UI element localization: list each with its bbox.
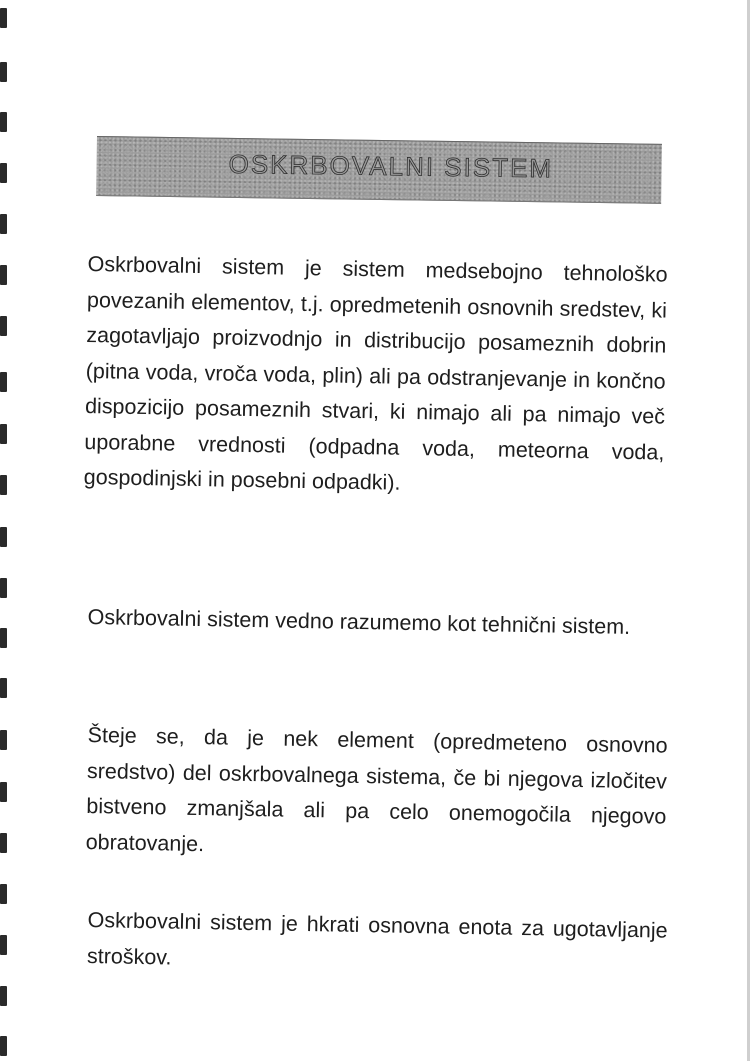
paragraph-cost-unit: Oskrbovalni sistem je hkrati osnovna enota za ugotavljanje stroškov. — [86, 907, 668, 970]
paragraph-definition: Oskrbovalni sistem je sistem medsebojno tehnološko povezanih elementov, t.j. opredmetenih osnovnih sredstev, ki zagotavljajo proizvodnjo in distribucijo posameznih dobrin (pitna voda, vroča voda, plin) ali pa odstranjevanje in končno dispozicijo posameznih stvari, ki nimajo ali pa nimajo več uporabne vrednosti (odpadna voda, meteorna voda, gospodinjski in posebni odpadki). — [83, 251, 668, 495]
title-banner — [96, 136, 662, 204]
page-title: OSKRBOVALNI SISTEM — [228, 148, 554, 184]
paragraph-technical-system: Oskrbovalni sistem vedno razumemo kot tehnični sistem. — [87, 604, 631, 639]
binder-holes — [0, 0, 12, 1061]
paragraph-element-rule: Šteje se, da je nek element (opredmeteno osnovno sredstvo) del oskrbovalnega sistema, če bi njegova izločitev bistveno zmanjšala ali pa celo onemogočila njegovo obratovanje. — [85, 722, 668, 856]
